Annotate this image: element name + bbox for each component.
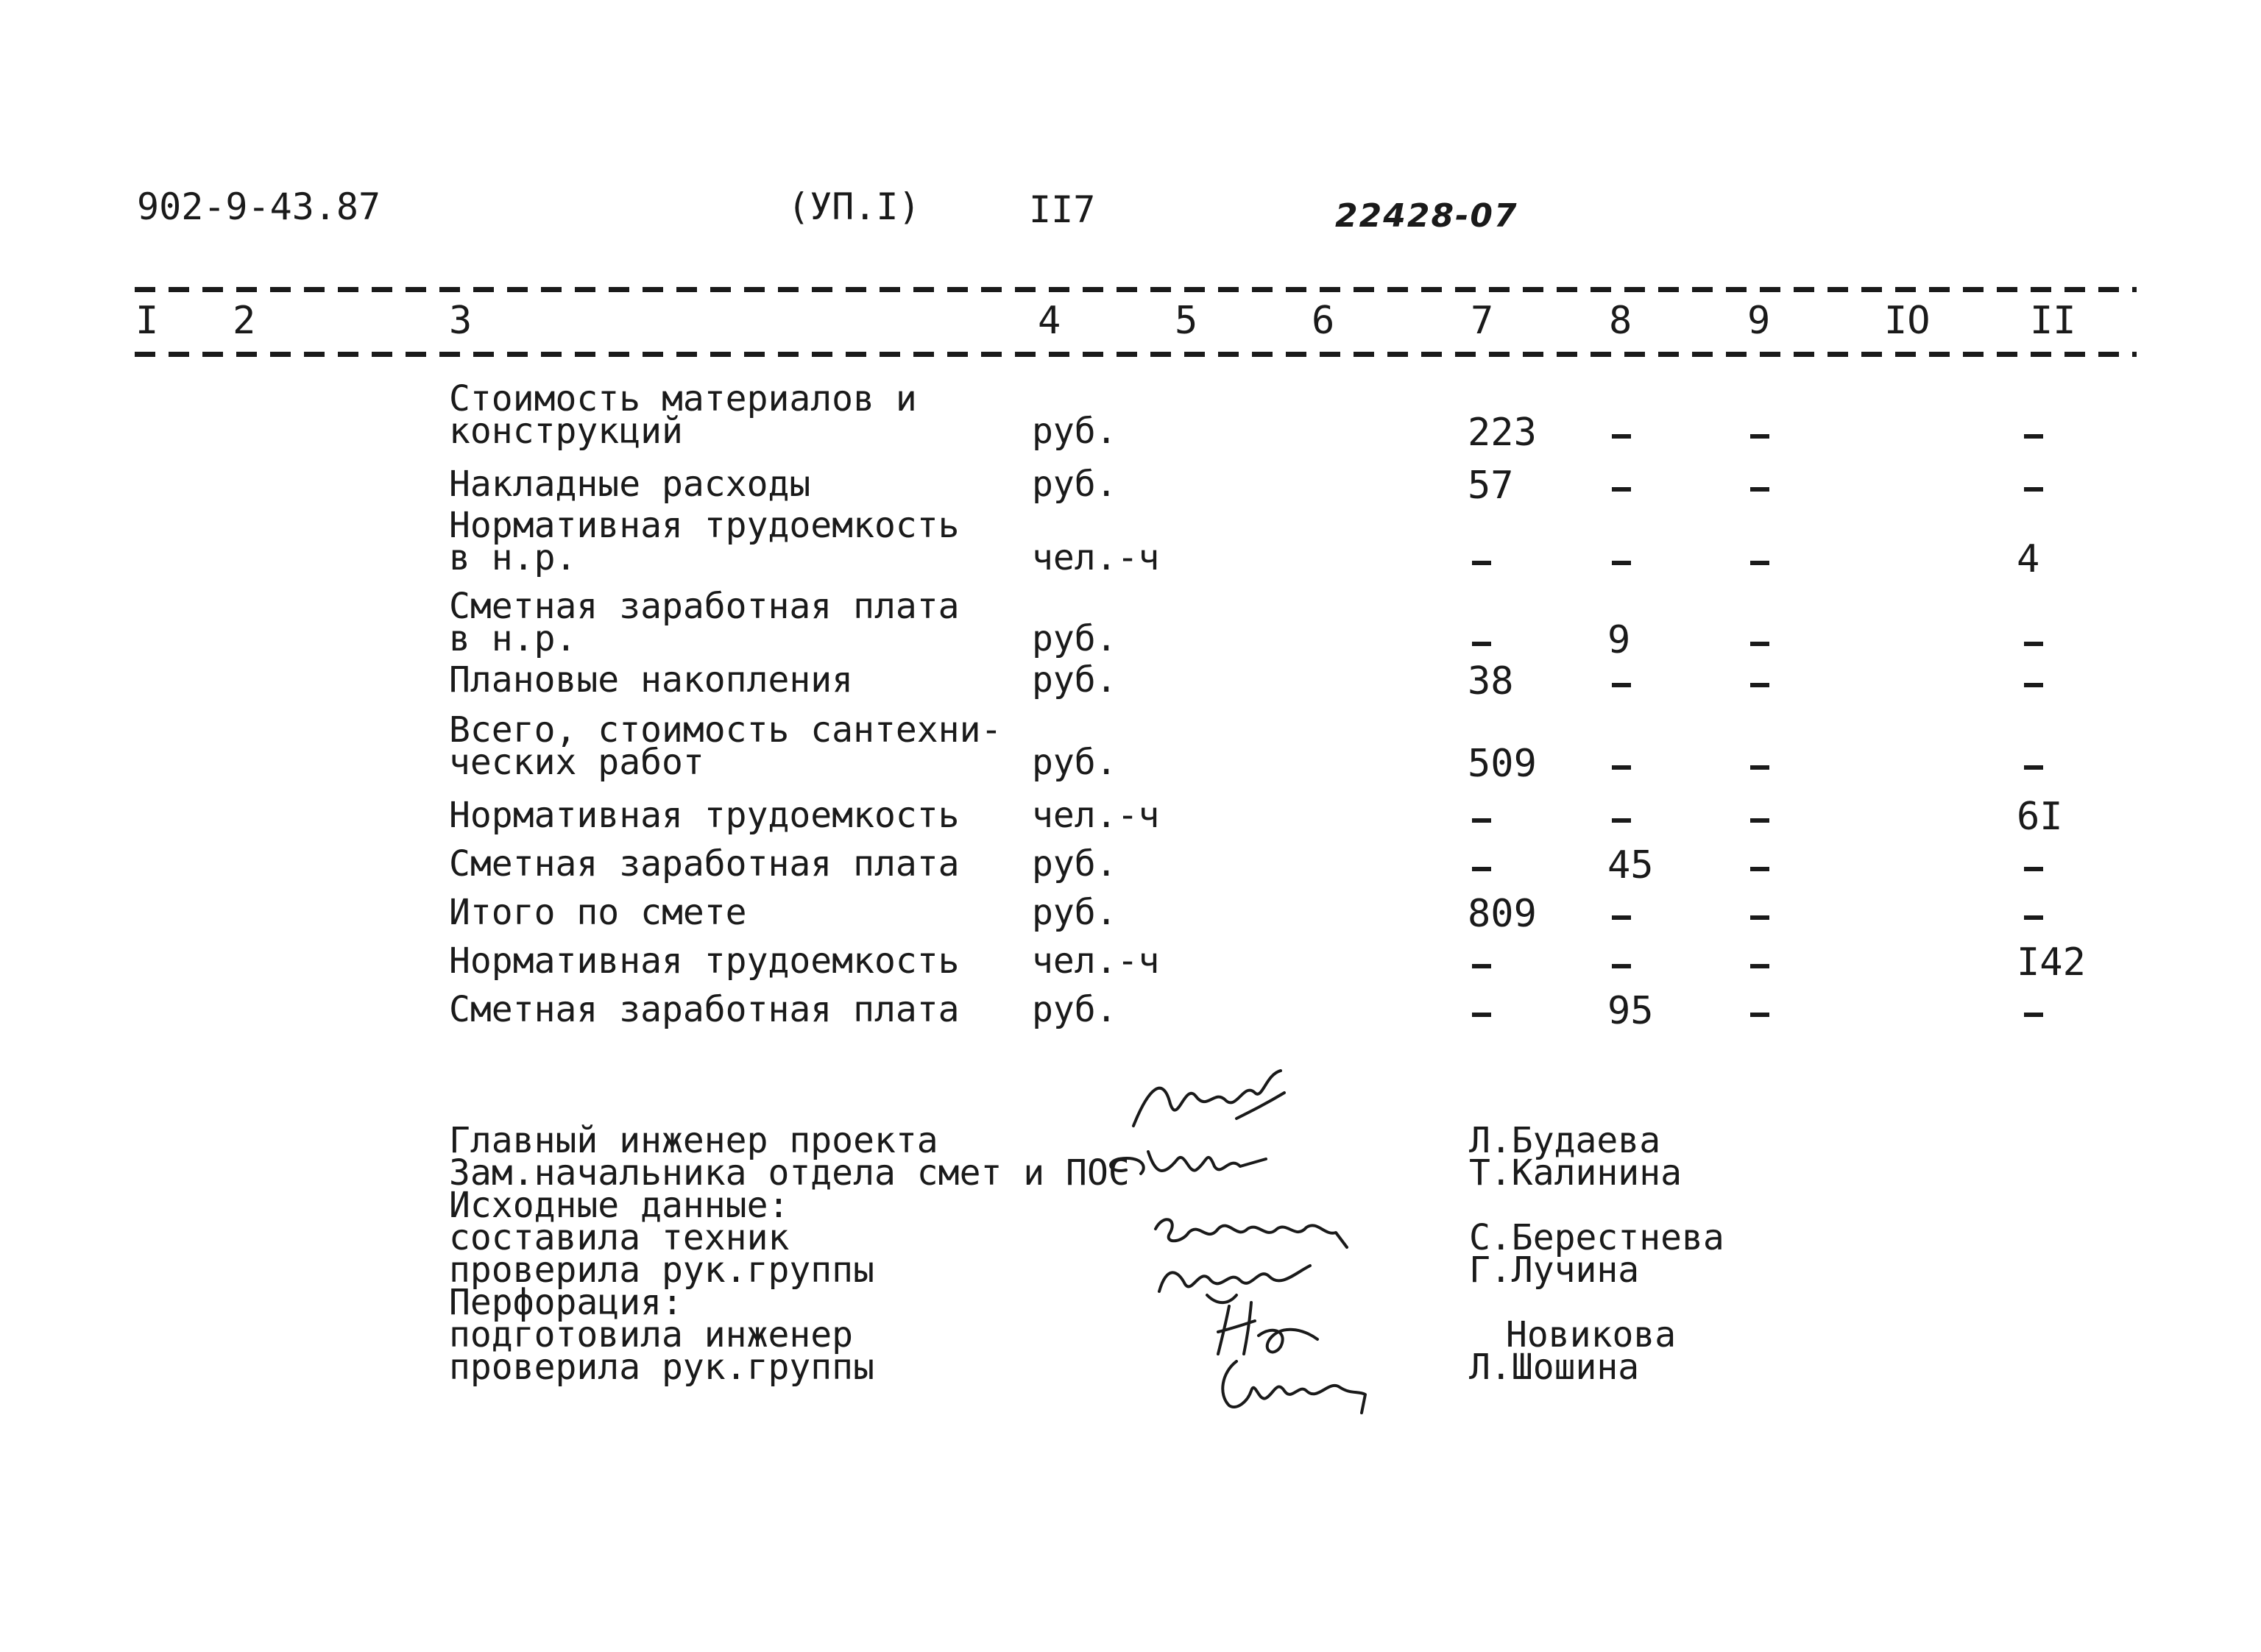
row-label: Плановые накопления [449,659,854,701]
table-header-rule [135,352,2137,357]
signature-name: Новикова [1506,1314,1677,1355]
dash-cell [1612,683,1631,687]
dash-cell [1612,765,1631,770]
dash-cell [1612,818,1631,823]
row-label: Нормативная трудоемкость [449,795,960,836]
table-top-rule [135,287,2137,292]
dash-cell [2024,487,2043,492]
dash-cell [1612,487,1631,492]
unit-cell: руб. [1032,464,1117,505]
column-number: I [135,299,159,343]
signature-name: С.Берестнева [1469,1217,1724,1258]
unit-cell: чел.-ч [1032,795,1160,836]
column-number: 8 [1609,299,1632,343]
unit-cell: руб. [1032,618,1117,659]
row-label: Нормативная трудоемкость [449,505,960,546]
handwritten-signature [1126,1060,1303,1148]
value-cell: 38 [1468,659,1514,703]
signature-role: Главный инженер проекта [449,1120,938,1161]
row-label: Сметная заработная плата [449,989,960,1030]
signature-name: Т.Калинина [1469,1152,1682,1194]
value-cell: 6I [2017,795,2063,839]
signature-role: составила техник [449,1217,790,1258]
signature-name: Г.Лучина [1469,1249,1640,1291]
dash-cell [1472,561,1491,565]
dash-cell [1750,818,1769,823]
row-label: Итого по смете [449,892,747,933]
unit-cell: чел.-ч [1032,537,1160,578]
row-label: в н.р. [449,537,577,578]
unit-cell: чел.-ч [1032,940,1160,982]
dash-cell [1472,964,1491,968]
value-cell: 57 [1468,464,1514,508]
signature-role: подготовила инженер [449,1314,854,1355]
column-number: 2 [233,299,256,343]
value-cell: I42 [2017,940,2086,985]
dash-cell [2024,915,2043,920]
dash-cell [1750,1013,1769,1017]
dash-cell [1472,818,1491,823]
row-label: Стоимость материалов и [449,378,917,419]
signature-role: Исходные данные: [449,1185,790,1226]
signature-role: проверила рук.группы [449,1249,874,1291]
dash-cell [1750,915,1769,920]
column-number: 9 [1747,299,1771,343]
dash-cell [1750,964,1769,968]
dash-cell [2024,683,2043,687]
column-number: II [2030,299,2076,343]
dash-cell [2024,1013,2043,1017]
dash-cell [1472,867,1491,871]
handwritten-signature [1207,1350,1384,1417]
value-cell: 509 [1468,742,1537,786]
row-label: Сметная заработная плата [449,843,960,885]
dash-cell [1750,561,1769,565]
dash-cell [1612,561,1631,565]
dash-cell [1750,487,1769,492]
dash-cell [1472,1013,1491,1017]
stamp-number: 22428-07 [1335,197,1518,235]
dash-cell [1750,867,1769,871]
dash-cell [1472,642,1491,646]
column-number: 3 [449,299,473,343]
row-label: Нормативная трудоемкость [449,940,960,982]
signature-role: проверила рук.группы [449,1347,874,1388]
unit-cell: руб. [1032,742,1117,783]
dash-cell [1612,434,1631,439]
dash-cell [1750,642,1769,646]
dash-cell [1750,765,1769,770]
value-cell: 809 [1468,892,1537,936]
row-label: Всего, стоимость сантехни- [449,709,1002,751]
column-number: 7 [1471,299,1494,343]
dash-cell [2024,867,2043,871]
column-number: IO [1884,299,1931,343]
dash-cell [1612,964,1631,968]
row-label: конструкций [449,411,683,452]
handwritten-signature [1097,1137,1288,1188]
dash-cell [1612,915,1631,920]
value-cell: 9 [1607,618,1631,662]
document-code: 902-9-43.87 [137,185,381,228]
column-number: 4 [1038,299,1061,343]
row-label: Накладные расходы [449,464,811,505]
column-number: 5 [1175,299,1198,343]
signature-name: Л.Шошина [1469,1347,1640,1388]
signature-role: Перфорация: [449,1282,683,1323]
dash-cell [1750,434,1769,439]
row-label: в н.р. [449,618,577,659]
row-label: Сметная заработная плата [449,586,960,627]
signature-role: Зам.начальника отдела смет и ПОС [449,1152,1130,1194]
dash-cell [1750,683,1769,687]
column-number: 6 [1312,299,1335,343]
dash-cell [2024,434,2043,439]
unit-cell: руб. [1032,659,1117,701]
dash-cell [2024,642,2043,646]
signature-name: Л.Будаева [1469,1120,1661,1161]
value-cell: 45 [1607,843,1654,887]
value-cell: 223 [1468,411,1537,455]
value-cell: 95 [1607,989,1654,1033]
page-number: II7 [1029,188,1096,231]
dash-cell [2024,765,2043,770]
row-label: ческих работ [449,742,704,783]
unit-cell: руб. [1032,989,1117,1030]
unit-cell: руб. [1032,843,1117,885]
unit-cell: руб. [1032,892,1117,933]
section-label: (УП.I) [788,185,921,228]
unit-cell: руб. [1032,411,1117,452]
value-cell: 4 [2017,537,2040,581]
